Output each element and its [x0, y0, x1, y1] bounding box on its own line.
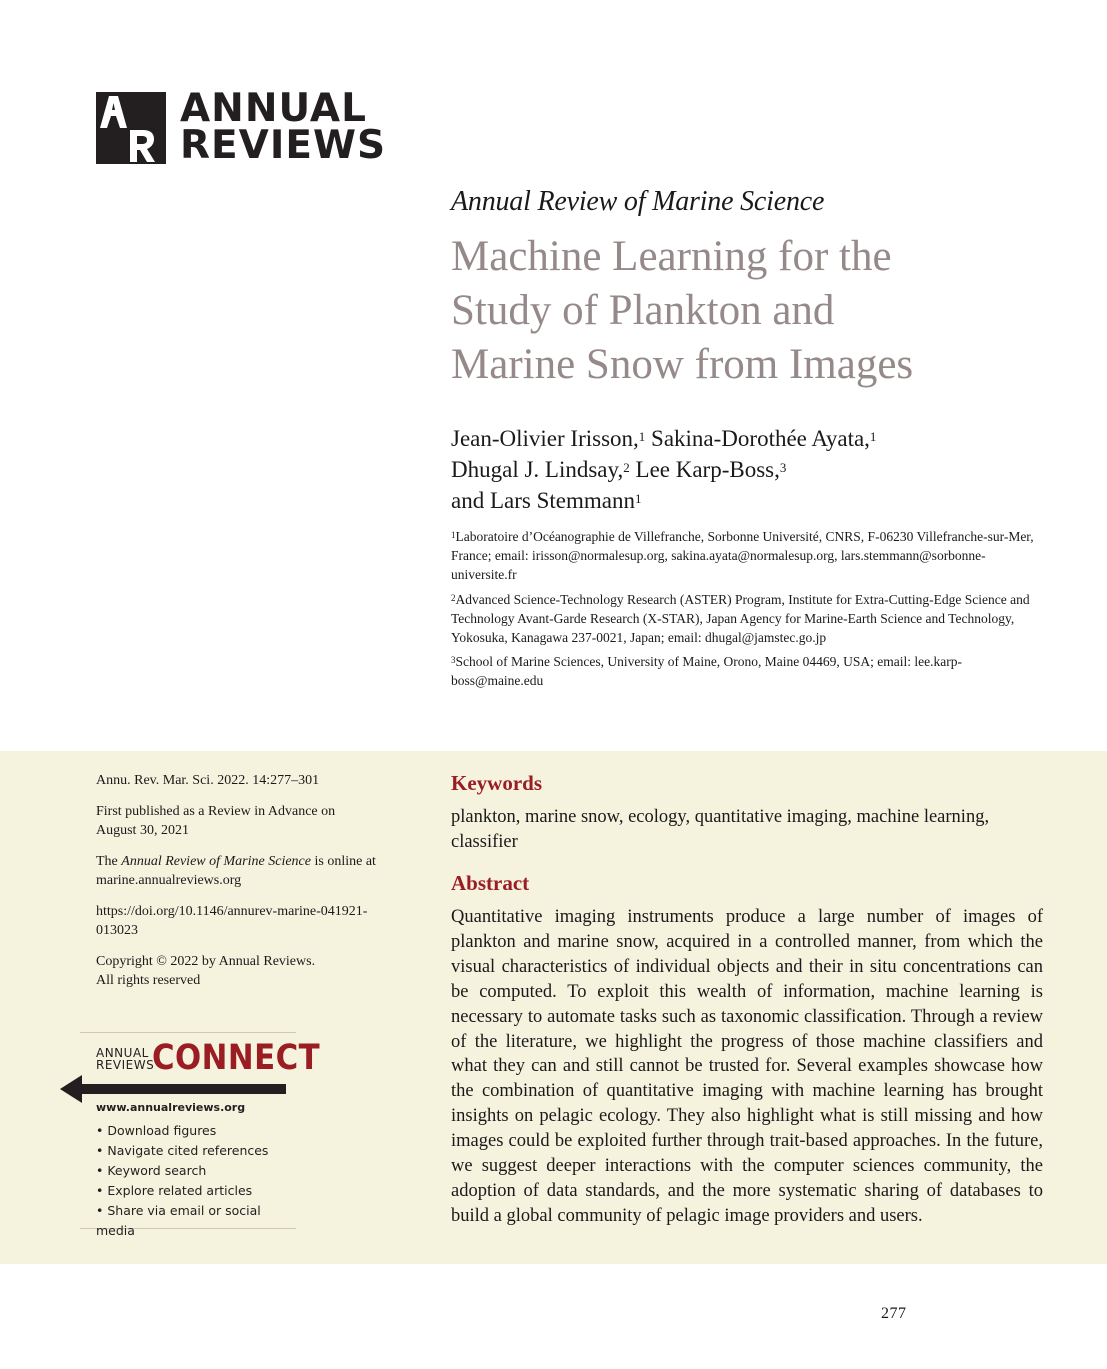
list-item: • Download figures [96, 1121, 296, 1141]
online-info [96, 852, 396, 890]
copyright [96, 952, 416, 990]
list-item: • Navigate cited references [96, 1141, 296, 1161]
list-item: • Explore related articles [96, 1181, 296, 1201]
list-item: • Keyword search [96, 1161, 296, 1181]
affiliation-number: 3 [451, 655, 456, 665]
affiliation-text: Laboratoire d’Océanographie de Villefranche, Sorbonne Université, CNRS, F-06230 Villefranche-sur-Mer, France; email: irisson@normalesup.org, sakina.ayata@normalesup.org, lars.stemmann@sorbonne-universite.fr [451, 529, 1034, 582]
logo-line-annual: ANNUAL [180, 86, 367, 131]
first-published: First published as a Review in Advance on August 30, 2021 [96, 804, 336, 838]
title-line: Study of Plankton and [451, 287, 835, 334]
author-affiliation-mark: 2 [623, 460, 630, 475]
connect-annual: ANNUAL [96, 1046, 149, 1060]
doi-link[interactable]: https://doi.org/10.1146/annurev-marine-041921-013023 [96, 904, 368, 938]
annual-reviews-logo-mark [96, 92, 166, 164]
author-name: Lee Karp-Boss, [635, 457, 780, 482]
affiliation-number: 1 [451, 530, 456, 540]
keywords-heading: Keywords [451, 771, 542, 795]
annual-reviews-logo [96, 86, 387, 168]
connect-reviews: REVIEWS [96, 1058, 155, 1072]
author-affiliation-mark: 3 [779, 460, 787, 475]
author-name: Dhugal J. Lindsay, [451, 457, 624, 482]
journal-name: Annual Review of Marine Science [451, 186, 825, 217]
connect-box [80, 1032, 321, 1238]
title-line: Marine Snow from Images [451, 341, 914, 388]
author-name: and Lars Stemmann [451, 488, 635, 513]
logo-wordmark [180, 86, 387, 168]
online-journal: Annual Review of Marine Science [121, 854, 311, 869]
affiliation-text: School of Marine Sciences, University of Maine, Orono, Maine 04469, USA; email: lee.karp-boss@maine.edu [451, 654, 963, 688]
affiliation-text: Advanced Science-Technology Research (ASTER) Program, Institute for Extra-Cutting-Edge Science and Technology Avant-Garde Research (X-STAR), Japan Agency for Marine-Earth Science and Technology, Yokosuka, Kanagawa 237-0021, Japan; email: dhugal@jamstec.go.jp [451, 592, 1030, 645]
connect-brand-small [96, 1047, 156, 1071]
citation: Annu. Rev. Mar. Sci. 2022. 14:277–301 [96, 773, 320, 788]
connect-feature-list [96, 1121, 296, 1241]
author-affiliation-mark: 1 [638, 429, 646, 444]
abstract-text: Quantitative imaging instruments produce a large number of images of plankton and marine snow, acquired in a controlled manner, from which the visual characteristics of individual objects and their in situ concentrations can be computed. To exploit this wealth of information, machine learning is necessary to automate tasks such as taxonomic classification. Through a review of the literature, we highlight the progress of those machine classifiers and what they can and still cannot be trusted for. Several examples showcase how the combination of quantitative imaging with machine learning has brought insights on pelagic ecology. They also highlight what is still missing and how images could be exploited further through trait-based approaches. In the future, we suggest deeper interactions with the computer sciences community, the adoption of data standards, and the more systematic sharing of databases to build a global community of pelagic image providers and users. [451, 907, 1043, 1226]
connect-wordmark: CONNECT [152, 1038, 321, 1078]
affiliation [451, 527, 1051, 584]
affiliation-number: 2 [451, 593, 456, 603]
keywords-text: plankton, marine snow, ecology, quantitative imaging, machine learning, classifier [451, 807, 990, 852]
list-item: • Share via email or social media [96, 1201, 296, 1241]
author-affiliation-mark: 1 [634, 491, 642, 506]
title-line: Machine Learning for the [451, 233, 892, 280]
author-name: Sakina-Dorothée Ayata, [651, 426, 870, 451]
logo-line-reviews: REVIEWS [180, 123, 387, 168]
article-title [451, 230, 1051, 392]
affiliation [451, 652, 1051, 690]
online-pre: The [96, 854, 122, 869]
connect-url[interactable]: www.annualreviews.org [96, 1101, 246, 1114]
abstract-heading: Abstract [451, 871, 530, 895]
author-affiliation-mark: 1 [869, 429, 877, 444]
online-post: is online at marine.annualreviews.org [96, 854, 376, 888]
affiliation [451, 590, 1051, 647]
author-list [451, 423, 1051, 516]
copyright-line: Copyright © 2022 by Annual Reviews. [96, 954, 316, 969]
copyright-line: All rights reserved [96, 973, 201, 988]
author-name: Jean-Olivier Irisson, [451, 426, 639, 451]
page-number: 277 [881, 1305, 907, 1322]
